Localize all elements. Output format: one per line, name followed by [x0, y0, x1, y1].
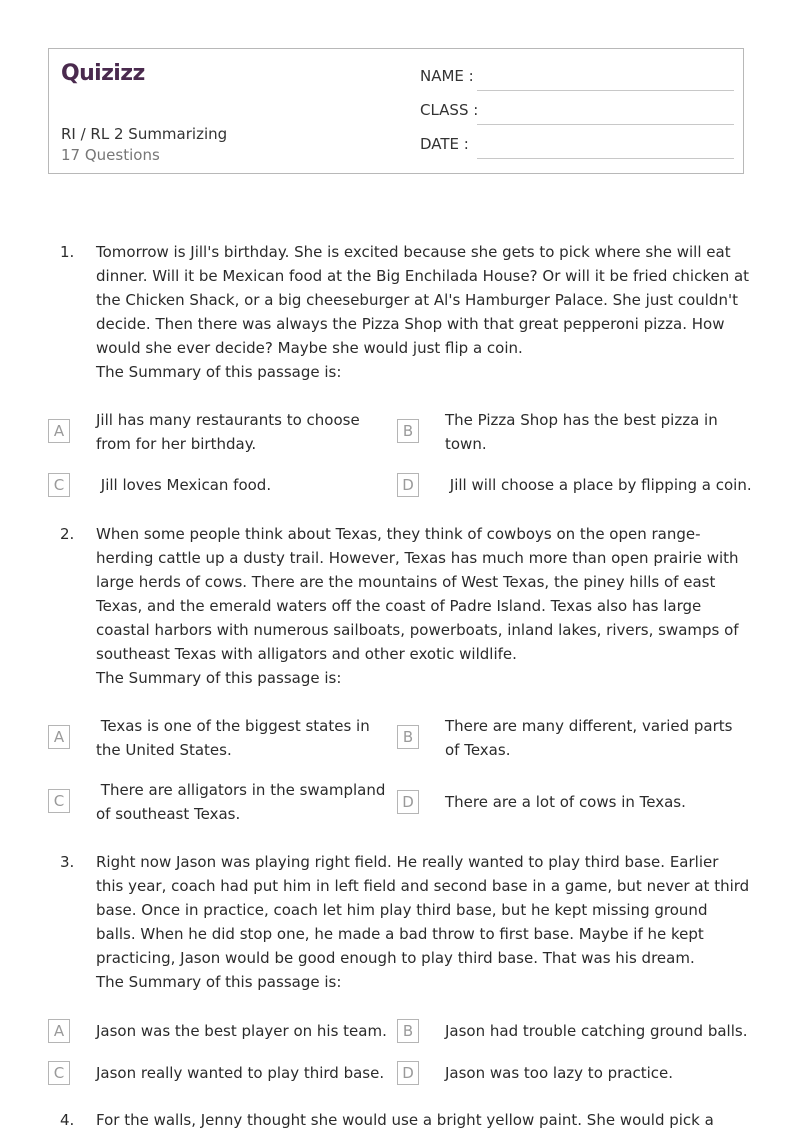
option-letter: A — [48, 725, 70, 749]
option-letter: B — [397, 725, 419, 749]
option-letter: C — [48, 789, 70, 813]
passage-text: When some people think about Texas, they think of cowboys on the open range-herding cattle up a dusty trail. However, Texas has much more than open prairie with large herds of cows. There are the mountains of West Texas, the piney hills of east Texas, and the emerald waters off the coast of Padre Island. Texas also has large coastal harbors with numerous sailboats, powerboats, inland lakes, rivers, swamps of southeast Texas with alligators and other exotic wildlife. — [96, 525, 739, 663]
question-number: 2. — [60, 525, 75, 543]
date-field[interactable] — [420, 135, 734, 159]
option-text: Jason had trouble catching ground balls. — [445, 1022, 748, 1040]
passage-text: Right now Jason was playing right field. He really wanted to play third base. Earlier this year, coach had put him in left field and second base in a game, but never at third base. Once in practice, coach let him play third base, but he kept missing ground balls. When he did stop one, he made a bad throw to first base. Maybe if he kept practicing, Jason would be good enough to play third base. That was his dream. — [96, 853, 750, 967]
option-text: Jason really wanted to play third base. — [96, 1064, 385, 1082]
question-number: 3. — [60, 853, 75, 871]
summary-prompt: The Summary of this passage is: — [96, 973, 342, 991]
question-text — [96, 1108, 750, 1132]
question-text — [96, 522, 750, 690]
worksheet-header — [48, 48, 744, 174]
option-letter: D — [397, 790, 419, 814]
question-text — [96, 850, 750, 994]
option-letter: C — [48, 1061, 70, 1085]
svg-text:Quizizz: Quizizz — [61, 61, 145, 86]
option-text: There are alligators in the swampland of southeast Texas. — [96, 781, 391, 823]
date-label: DATE : — [420, 135, 469, 153]
option-letter: D — [397, 473, 419, 497]
option-text: Texas is one of the biggest states in the United States. — [96, 717, 375, 759]
option-text: Jason was too lazy to practice. — [445, 1064, 674, 1082]
class-label: CLASS : — [420, 101, 479, 119]
class-field[interactable] — [420, 101, 734, 125]
option-letter: B — [397, 1019, 419, 1043]
option-letter: C — [48, 473, 70, 497]
name-field[interactable] — [420, 67, 734, 91]
passage-text: For the walls, Jenny thought she would use a bright yellow paint. She would pick a — [96, 1111, 714, 1129]
worksheet-title: RI / RL 2 Summarizing — [61, 125, 228, 143]
summary-prompt: The Summary of this passage is: — [96, 363, 342, 381]
question-number: 1. — [60, 243, 75, 261]
quizizz-logo — [61, 59, 153, 87]
name-line[interactable] — [477, 90, 734, 91]
option-letter: A — [48, 1019, 70, 1043]
option-text: There are many different, varied parts of Texas. — [445, 717, 733, 759]
option-letter: D — [397, 1061, 419, 1085]
option-text: Jill will choose a place by flipping a coin. — [445, 476, 752, 494]
class-line[interactable] — [477, 124, 734, 125]
option-text: Jason was the best player on his team. — [96, 1022, 387, 1040]
option-text: There are a lot of cows in Texas. — [445, 793, 686, 811]
question-number: 4. — [60, 1111, 75, 1129]
option-text: Jill has many restaurants to choose from for her birthday. — [96, 411, 360, 453]
question-count: 17 Questions — [61, 146, 160, 164]
question-text — [96, 240, 750, 384]
option-text: The Pizza Shop has the best pizza in town. — [445, 411, 718, 453]
date-line[interactable] — [477, 158, 734, 159]
option-text: Jill loves Mexican food. — [96, 476, 272, 494]
option-letter: A — [48, 419, 70, 443]
name-label: NAME : — [420, 67, 474, 85]
passage-text: Tomorrow is Jill's birthday. She is excited because she gets to pick where she will eat dinner. Will it be Mexican food at the Big Enchilada House? Or will it be fried chicken at the Chicken Shack, or a big cheeseburger at Al's Hamburger Palace. She just couldn't decide. Then there was always the Pizza Shop with that great pepperoni pizza. How would she ever decide? Maybe she would just flip a coin. — [96, 243, 750, 357]
option-letter: B — [397, 419, 419, 443]
summary-prompt: The Summary of this passage is: — [96, 669, 342, 687]
